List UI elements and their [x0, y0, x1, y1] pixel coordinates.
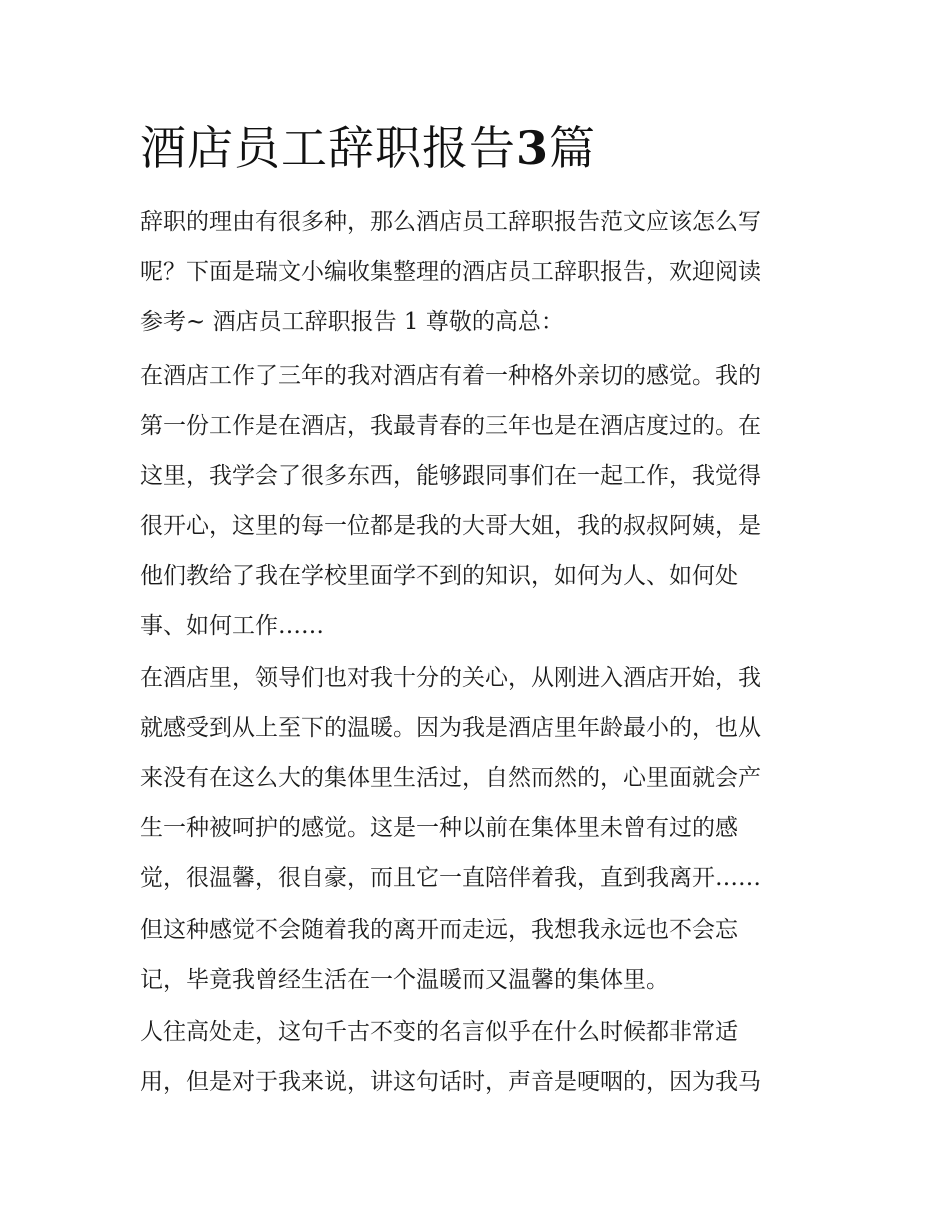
body-line: 辞职的理由有很多种，那么酒店员工辞职报告范文应该怎么写 [140, 209, 761, 235]
body-line: 但这种感觉不会随着我的离开而走远，我想我永远也不会忘 [140, 917, 738, 943]
body-line: 第一份工作是在酒店，我最青春的三年也是在酒店度过的。在 [140, 413, 761, 439]
document-title [140, 118, 840, 178]
title-number: 3 [516, 121, 550, 175]
body-line: 就感受到从上至下的温暖。因为我是酒店里年龄最小的，也从 [140, 715, 761, 741]
title-suffix: 篇 [549, 121, 597, 175]
body-line: 觉，很温馨，很自豪，而且它一直陪伴着我，直到我离开…… [140, 865, 761, 891]
body-line: 生一种被呵护的感觉。这是一种以前在集体里未曾有过的感 [140, 815, 738, 841]
body-line: 来没有在这么大的集体里生活过，自然而然的，心里面就会产 [140, 765, 761, 791]
body-line: 很开心，这里的每一位都是我的大哥大姐，我的叔叔阿姨，是 [140, 513, 761, 539]
body-line: 参考~ 酒店员工辞职报告 1 尊敬的高总： [140, 309, 564, 335]
title-text: 酒店员工辞职报告 [140, 121, 516, 175]
body-line: 在酒店里，领导们也对我十分的关心，从刚进入酒店开始，我 [140, 665, 761, 691]
body-line: 记，毕竟我曾经生活在一个温暖而又温馨的集体里。 [140, 967, 669, 993]
body-line: 人往高处走，这句千古不变的名言似乎在什么时候都非常适 [140, 1019, 738, 1045]
body-line: 在酒店工作了三年的我对酒店有着一种格外亲切的感觉。我的 [140, 363, 761, 389]
body-line: 他们教给了我在学校里面学不到的知识，如何为人、如何处 [140, 563, 738, 589]
body-line: 这里，我学会了很多东西，能够跟同事们在一起工作，我觉得 [140, 463, 761, 489]
body-line: 用，但是对于我来说，讲这句话时，声音是哽咽的，因为我马 [140, 1069, 761, 1095]
body-line: 呢？下面是瑞文小编收集整理的酒店员工辞职报告，欢迎阅读 [140, 259, 761, 285]
body-line: 事、如何工作…… [140, 613, 324, 639]
